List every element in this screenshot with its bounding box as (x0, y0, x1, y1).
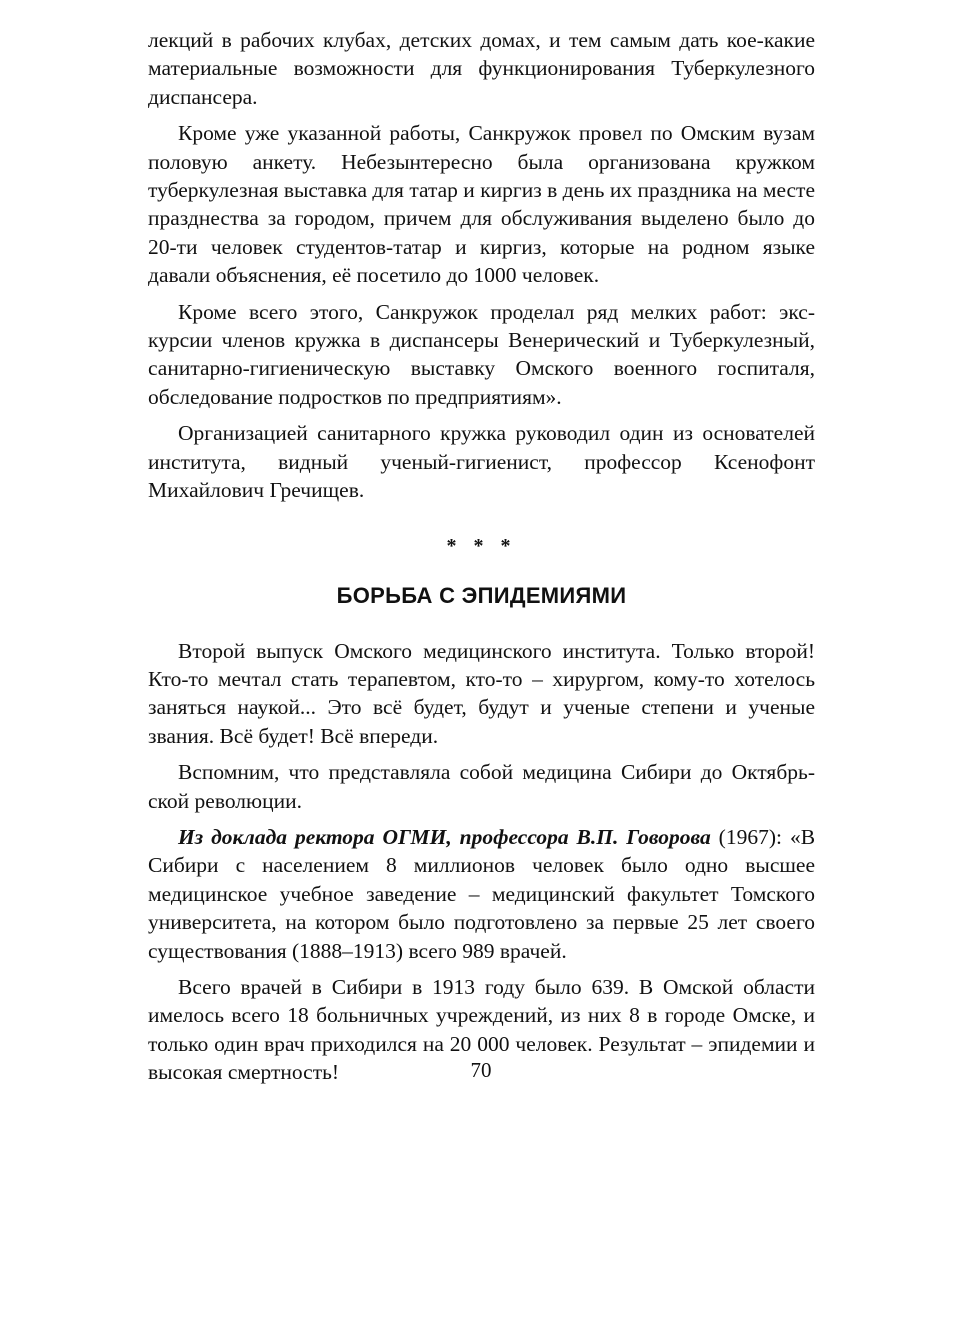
quote-year: (1967): (718, 824, 782, 849)
page-number: 70 (470, 1058, 492, 1082)
quote-text: «В Сибири с населением 8 миллионов человек было одно высшее медицинское учебное заведение – медицинский факультет Томского университета, на котором было подготовлено за первые 25 лет своего существования (1888–1913) всего 989 врачей. (148, 824, 816, 963)
paragraph-minor-works: Кроме всего этого, Санкружок проделал ряд мелких работ: экскурсии членов кружка в диспансеры Венерический и Туберкулезный, санитарно-гигиеническую выставку Омского военного госпиталя, обследование подростков по предприятиям». (148, 299, 815, 409)
quote-source: Из доклада ректора ОГМИ, профессора В.П. Говорова (178, 824, 711, 849)
paragraph-organizer: Организацией санитарного кружка руководил один из основателей института, видный ученый-гигиенист, профессор Ксенофонт Михайлович Гречищев. (148, 421, 815, 503)
section-separator: * * * (446, 534, 517, 557)
paragraph-continuation: лекций в рабочих клубах, детских домах, и тем самым дать кое-какие материальные возможности для функционирования Туберкулезного диспансера. (148, 28, 815, 109)
paragraph-remember: Вспомним, что представляла собой медицина Сибири до Октябрьской революции. (148, 760, 815, 813)
page-body (148, 26, 815, 1095)
paragraph-quote (148, 823, 815, 965)
paragraph-doctors-count: Всего врачей в Сибири в 1913 году было 639. В Омской области имелось всего 18 больничных учреждений, из них 8 в городе Омске, и только один врач приходился на 20 000 человек. Результат – эпидемии и высокая смертность! (148, 974, 815, 1085)
section-title: БОРЬБА С ЭПИДЕМИЯМИ (336, 582, 627, 608)
paragraph-second-graduation: Второй выпуск Омского медицинского института. Только второй! Кто-то мечтал стать терапевтом, кто-то – хирургом, кому-то хотелось заняться наукой... Это всё будет, будут и ученые степени и ученые звания. Всё будет! Всё впереди. (148, 638, 815, 748)
paragraph-sankruzhok-work: Кроме уже указанной работы, Санкружок провел по Омским вузам половую анкету. Небезынтересно была организована кружком туберкулезная выставка для татар и киргиз в день их праздника на месте празднества за городом, причем для обслуживания выделено было до 20-ти человек студентов-татар и киргиз, которые на родном языке давали объяснения, её посетило до 1000 человек. (148, 121, 815, 288)
